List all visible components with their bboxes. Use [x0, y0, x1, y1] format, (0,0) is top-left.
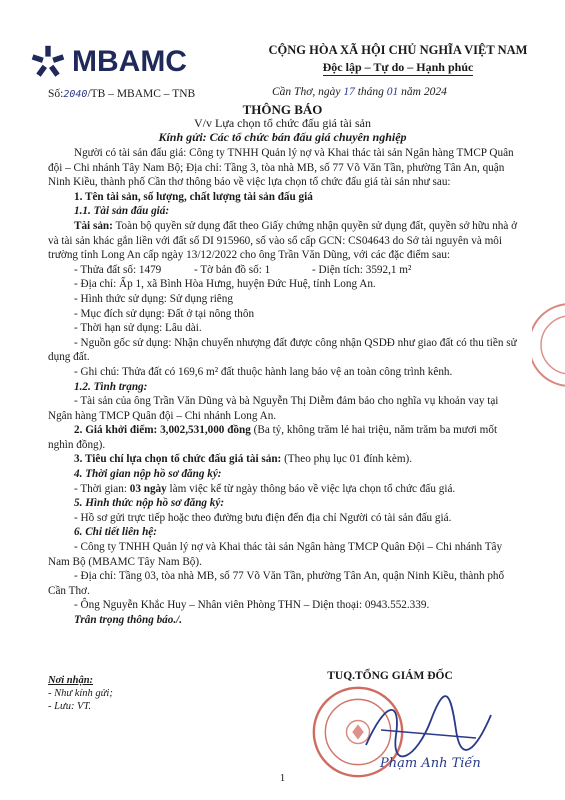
- map-sheet: - Tờ bản đồ số: 1: [194, 263, 271, 276]
- asset-status: - Tài sản của ông Trần Văn Dũng và bà Nguyễn Thị Diễm đảm bảo cho nghĩa vụ khoản vay tại Ngân hàng TMCP Quân đội – Chi nhánh Long An.: [48, 395, 499, 422]
- document-subject: V/v Lựa chọn tổ chức đấu giá tài sản: [194, 116, 371, 130]
- land-area: - Diện tích: 3592,1 m²: [312, 263, 412, 276]
- usage-form: - Hình thức sử dụng: Sử dụng riêng: [74, 292, 233, 305]
- doc-number-handwritten: 2040: [63, 89, 88, 100]
- signatory-title: TUQ.TỔNG GIÁM ĐỐC: [327, 670, 453, 682]
- nation-name: CỘNG HÒA XÃ HỘI CHỦ NGHĨA VIỆT NAM: [268, 43, 528, 57]
- mbamc-logo: [30, 40, 220, 84]
- edge-seal-stamp: [532, 300, 565, 390]
- address: - Địa chỉ: Ấp 1, xã Bình Hòa Hưng, huyện Đức Huệ, tỉnh Long An.: [74, 278, 376, 291]
- recipient-item: - Như kính gửi;: [48, 688, 113, 699]
- signature-block: [270, 670, 510, 771]
- parcel-number: - Thửa đất số: 1479: [74, 263, 162, 276]
- page-number: 1: [279, 772, 286, 784]
- submission-method: - Hồ sơ gửi trực tiếp hoặc theo đường bưu điện đến địa chỉ Người có tài sản đấu giá.: [74, 511, 452, 524]
- section-6-heading: 6. Chi tiết liên hệ:: [74, 526, 157, 539]
- signatory-name: Phạm Anh Tiến: [380, 756, 481, 771]
- parcel-fields: [48, 263, 518, 278]
- usage-purpose: - Mục đích sử dụng: Đất ở tại nông thôn: [74, 307, 255, 320]
- date-month: 01: [386, 86, 399, 98]
- document-title: THÔNG BÁO: [242, 102, 323, 117]
- contact-address: - Địa chỉ: Tầng 03, tòa nhà MB, số 77 Võ Văn Tần, phường Tân An, quận Ninh Kiều, thành phố Cần Thơ.: [48, 570, 505, 597]
- recipients-block: [48, 674, 113, 713]
- section-1-1-heading: 1.1. Tài sản đấu giá:: [74, 205, 170, 218]
- document-body: [48, 146, 518, 628]
- salutation: Kính gửi: Các tổ chức bán đấu giá chuyên nghiệp: [158, 130, 407, 144]
- section-1-2-heading: 1.2. Tình trạng:: [74, 380, 148, 393]
- logo-text: MBAMC: [72, 45, 187, 78]
- nation-motto: Độc lập – Tự do – Hạnh phúc: [322, 60, 474, 74]
- submission-time: - Thời gian: 03 ngày làm việc kể từ ngày thông báo về việc lựa chọn tổ chức đấu giá.: [74, 482, 456, 495]
- asset-description: Tài sản: Toàn bộ quyền sử dụng đất theo Giấy chứng nhận quyền sử dụng đất, quyền sở hữu nhà ở và tài sản khác gắn liền với đất số DI 915960, số vào sổ cấp GCN: CS04643 do Sở tài nguyên và môi trường tỉnh Long An cấp ngày 13/12/2022 cho ông Trần Văn Dũng, với các đặc điểm sau:: [48, 219, 518, 262]
- closing-line: Trân trọng thông báo./.: [74, 614, 183, 626]
- national-heading: [248, 42, 548, 76]
- usage-term: - Thời hạn sử dụng: Lâu dài.: [74, 322, 202, 335]
- contact-person: - Ông Nguyễn Khắc Huy – Nhân viên Phòng THN – Diện thoại: 0943.552.339.: [74, 599, 430, 612]
- section-5-heading: 5. Hình thức nộp hồ sơ đăng ký:: [74, 497, 225, 510]
- contact-company: - Công ty TNHH Quản lý nợ và Khai thác tài sản Ngân hàng TMCP Quân Đội – Chi nhánh Tây Nam Bộ (MBAMC Tây Nam Bộ).: [48, 541, 503, 568]
- section-2-starting-price: 2. Giá khởi điểm: 3,002,531,000 đồng (Ba tỷ, không trăm lẻ hai triệu, năm trăm ba mươi mốt nghìn đồng).: [48, 424, 498, 451]
- section-4-heading: 4. Thời gian nộp hồ sơ đăng ký:: [74, 468, 222, 481]
- date-day: 17: [343, 86, 355, 98]
- recipient-item: - Lưu: VT.: [48, 701, 92, 712]
- section-1-heading: 1. Tên tài sản, số lượng, chất lượng tài sản đấu giá: [74, 190, 313, 203]
- recipients-heading: Nơi nhận:: [48, 675, 94, 686]
- intro-paragraph: Người có tài sản đấu giá: Công ty TNHH Quản lý nợ và Khai thác tài sản Ngân hàng TMCP Quân đội – Chi nhánh Tây Nam Bộ; Địa chỉ: Tầng 3, tòa nhà MB, số 77 Võ Văn Tần, phường Tân An, quận Ninh Kiều, thành phố Cần thơ thông báo về việc lựa chọn tổ chức đấu giá tài sản như sau:: [48, 147, 514, 189]
- section-3-criteria: 3. Tiêu chí lựa chọn tổ chức đấu giá tài sản: (Theo phụ lục 01 đính kèm).: [74, 453, 413, 466]
- document-number: Số:2040/TB – MBAMC – TNB: [48, 88, 196, 100]
- land-origin: - Nguồn gốc sử dụng: Nhận chuyển nhượng đất được công nhận QSDĐ như giao đất có thu tiền sử dụng đất.: [48, 336, 517, 364]
- mbamc-logo-icon: [30, 44, 66, 80]
- date-line: Cần Thơ, ngày 17 tháng 01 năm 2024: [272, 86, 447, 98]
- land-note: - Ghi chú: Thửa đất có 169,6 m² đất thuộc hành lang bảo vệ an toàn công trình kênh.: [74, 365, 453, 378]
